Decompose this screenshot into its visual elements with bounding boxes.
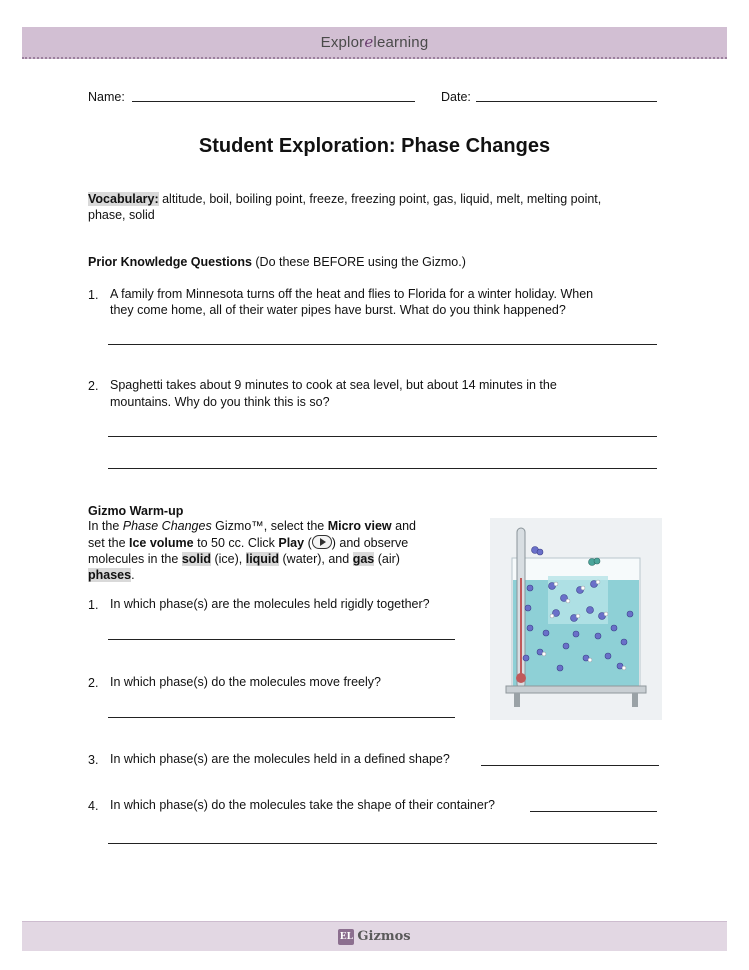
- warmup-q4-text: In which phase(s) do the molecules take the shape of their container?: [110, 798, 495, 812]
- warmup-q1-text: In which phase(s) are the molecules held rigidly together?: [110, 597, 430, 611]
- vocabulary-text-2: phase, solid: [88, 208, 155, 222]
- warmup-line2: set the Ice volume to 50 cc. Click Play ( ) and observe: [88, 536, 409, 550]
- name-label: Name:: [88, 90, 125, 104]
- warmup-q1-number: 1.: [88, 598, 99, 612]
- warmup-line3: molecules in the solid (ice), liquid (water), and gas (air): [88, 552, 400, 566]
- brand-mark: e: [364, 33, 374, 51]
- gizmos-brand: Gizmos: [357, 929, 411, 944]
- date-field[interactable]: [476, 101, 657, 102]
- warmup-q2-answer-line[interactable]: [108, 717, 455, 718]
- prior-q1-line1: A family from Minnesota turns off the heat and flies to Florida for a winter holiday. When: [110, 287, 594, 301]
- brand-prefix: Explor: [320, 33, 365, 51]
- warmup-q4-answer-line-2[interactable]: [108, 843, 657, 844]
- prior-q2-answer-line-1[interactable]: [108, 436, 657, 437]
- prior-q1-line2: they come home, all of their water pipes have burst. What do you think happened?: [110, 303, 566, 317]
- warmup-q3-answer-line[interactable]: [481, 765, 659, 766]
- phase-changes-gizmo-image: [490, 518, 662, 720]
- play-icon: [312, 535, 332, 549]
- prior-q2-answer-line-2[interactable]: [108, 468, 657, 469]
- warmup-q4-number: 4.: [88, 799, 99, 813]
- prior-knowledge-note: (Do these BEFORE using the Gizmo.): [251, 255, 466, 269]
- prior-q1-answer-line[interactable]: [108, 344, 657, 345]
- gizmos-footer: [22, 921, 727, 951]
- name-field[interactable]: [132, 101, 415, 102]
- warmup-q2-number: 2.: [88, 676, 99, 690]
- page-title: Student Exploration: Phase Changes: [198, 135, 551, 157]
- prior-q1-number: 1.: [88, 288, 99, 302]
- date-label: Date:: [441, 90, 471, 104]
- warmup-q3-number: 3.: [88, 753, 99, 767]
- warmup-line1: In the Phase Changes Gizmo™, select the Micro view and: [88, 519, 416, 533]
- explorelearning-header: [22, 27, 727, 59]
- warmup-q4-answer-line-1[interactable]: [530, 811, 657, 812]
- prior-q2-line2: mountains. Why do you think this is so?: [110, 395, 330, 409]
- gizmos-logo-icon: EL: [338, 929, 354, 945]
- brand-suffix: learning: [373, 33, 429, 51]
- vocabulary-text-1: altitude, boil, boiling point, freeze, freezing point, gas, liquid, melt, melting point,: [158, 192, 602, 206]
- warmup-q3-text: In which phase(s) are the molecules held in a defined shape?: [110, 752, 450, 766]
- warmup-q1-answer-line[interactable]: [108, 639, 455, 640]
- warmup-line4: phases.: [88, 568, 135, 582]
- vocabulary-label: Vocabulary:: [88, 192, 159, 206]
- vocabulary-line1: [88, 191, 668, 207]
- prior-q2-number: 2.: [88, 379, 99, 393]
- prior-knowledge-heading-row: [88, 254, 466, 270]
- warmup-heading: Gizmo Warm-up: [88, 504, 184, 518]
- prior-knowledge-heading: Prior Knowledge Questions: [88, 255, 252, 269]
- prior-q2-line1: Spaghetti takes about 9 minutes to cook at sea level, but about 14 minutes in the: [110, 378, 557, 392]
- warmup-q2-text: In which phase(s) do the molecules move freely?: [110, 675, 381, 689]
